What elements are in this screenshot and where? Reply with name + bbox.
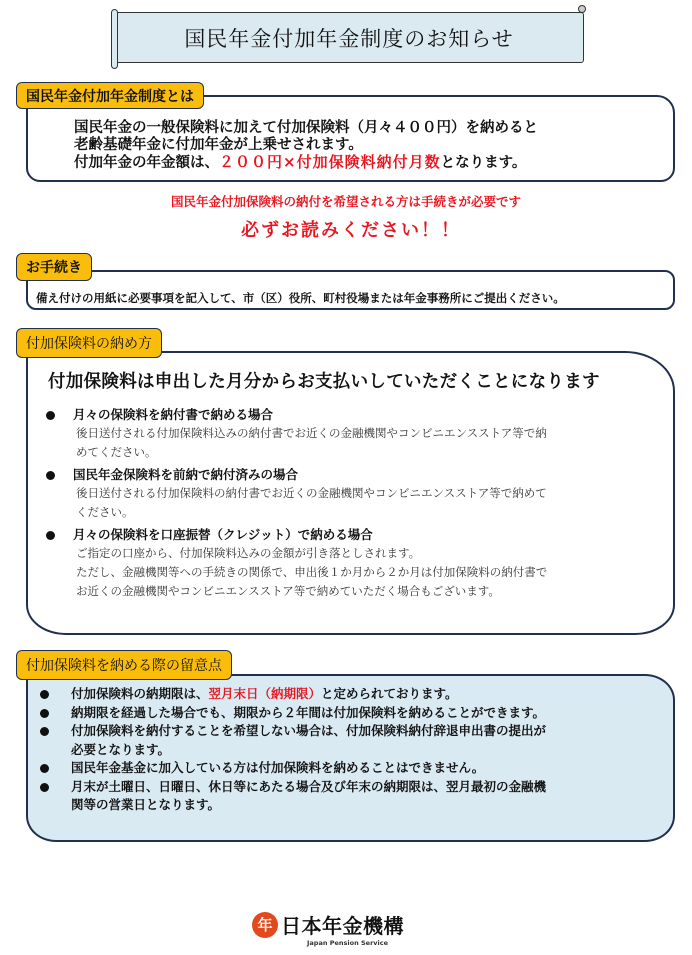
payment-method-desc: お近くの金融機関やコンビニエンスストア等で納めていただく場合もございます。 (76, 584, 500, 598)
note-text: 付加保険料の納期限は、 (71, 686, 209, 701)
payment-deadline-highlight: 翌月末日（納期限） (208, 686, 322, 701)
logo-subtitle: Japan Pension Service (307, 939, 389, 947)
payment-method-desc: 後日送付される付加保険料込みの納付書でお近くの金融機関やコンビニエンスストア等で納 (76, 426, 547, 440)
payment-method-item (46, 406, 656, 462)
note-text: 国民年金基金に加入している方は付加保険料を納めることはできません。 (71, 760, 485, 775)
note-text: 付加保険料を納付することを希望しない場合は、付加保険料納付辞退申出書の提出が (71, 723, 547, 738)
title-banner (114, 12, 584, 63)
note-item (40, 778, 660, 815)
bullet-icon (40, 709, 49, 718)
payment-method-title: 国民年金保険料を前納で納付済みの場合 (73, 467, 299, 482)
note-text: 納期限を経過した場合でも、期限から２年間は付加保険料を納めることができます。 (71, 704, 546, 720)
payment-method-title: 月々の保険料を口座振替（クレジット）で納める場合 (73, 527, 373, 542)
bullet-icon (40, 764, 49, 773)
overview-text (74, 120, 538, 172)
note-item (40, 685, 660, 704)
note-item (40, 704, 660, 723)
payment-method-desc: 後日送付される付加保険料の納付書でお近くの金融機関やコンビニエンスストア等で納めて (76, 486, 547, 500)
page-title: 国民年金付加年金制度のお知らせ (184, 26, 514, 51)
section-tab-payment: 付加保険料の納め方 (16, 328, 162, 358)
payment-method-item (46, 466, 656, 522)
pension-amount-formula: ２００円×付加保険料納付月数 (219, 153, 441, 171)
payment-method-desc: めてください。 (76, 445, 157, 459)
section-tab-notes: 付加保険料を納める際の留意点 (16, 650, 232, 680)
payment-method-item (46, 526, 656, 601)
logo-emblem-icon: 年 (252, 912, 278, 938)
note-item (40, 722, 660, 759)
payment-method-desc: ただし、金融機関等への手続きの関係で、申出後１か月から２か月は付加保険料の納付書で (76, 565, 548, 579)
note-text: と定められております。 (321, 686, 458, 701)
bullet-icon (46, 531, 55, 540)
payment-method-title: 月々の保険料を納付書で納める場合 (73, 407, 274, 422)
overview-line-3-suffix: となります。 (440, 155, 527, 171)
procedure-text: 備え付けの用紙に必要事項を記入して、市（区）役所、町村役場または年金事務所にご提出ください。 (36, 291, 565, 305)
note-item (40, 759, 660, 778)
scroll-curl-left (111, 9, 118, 69)
scroll-curl-right (578, 5, 586, 13)
note-text: 月末が土曜日、日曜日、休日等にあたる場合及び年末の納期限は、翌月最初の金融機 (71, 778, 547, 794)
jps-logo (252, 910, 404, 947)
bullet-icon (40, 783, 49, 792)
note-text: 必要となります。 (71, 741, 171, 757)
payment-method-desc: ください。 (76, 505, 134, 519)
overview-line-1: 国民年金の一般保険料に加えて付加保険料（月々４００円）を納めると (74, 120, 538, 136)
bullet-icon (40, 690, 49, 699)
notes-list (40, 685, 660, 815)
payment-heading: 付加保険料は申出した月分からお支払いしていただくことになります (48, 372, 600, 392)
bullet-icon (46, 411, 55, 420)
procedure-required-notice: 国民年金付加保険料の納付を希望される方は手続きが必要です (170, 194, 521, 209)
payment-methods-list (46, 406, 656, 605)
overview-line-2: 老齢基礎年金に付加年金が上乗せされます。 (74, 137, 363, 153)
logo-name: 日本年金機構 (281, 914, 404, 938)
payment-method-desc: ご指定の口座から、付加保険料込みの金額が引き落としされます。 (76, 546, 421, 560)
must-read-notice: 必ずお読みください！！ (241, 220, 461, 241)
bullet-icon (40, 727, 49, 736)
note-text: 関等の営業日となります。 (71, 797, 221, 812)
bullet-icon (46, 471, 55, 480)
overview-line-3 (74, 154, 538, 172)
section-tab-overview: 国民年金付加年金制度とは (16, 82, 204, 109)
section-tab-procedure: お手続き (16, 253, 92, 281)
overview-line-3-prefix: 付加年金の年金額は、 (74, 155, 219, 171)
